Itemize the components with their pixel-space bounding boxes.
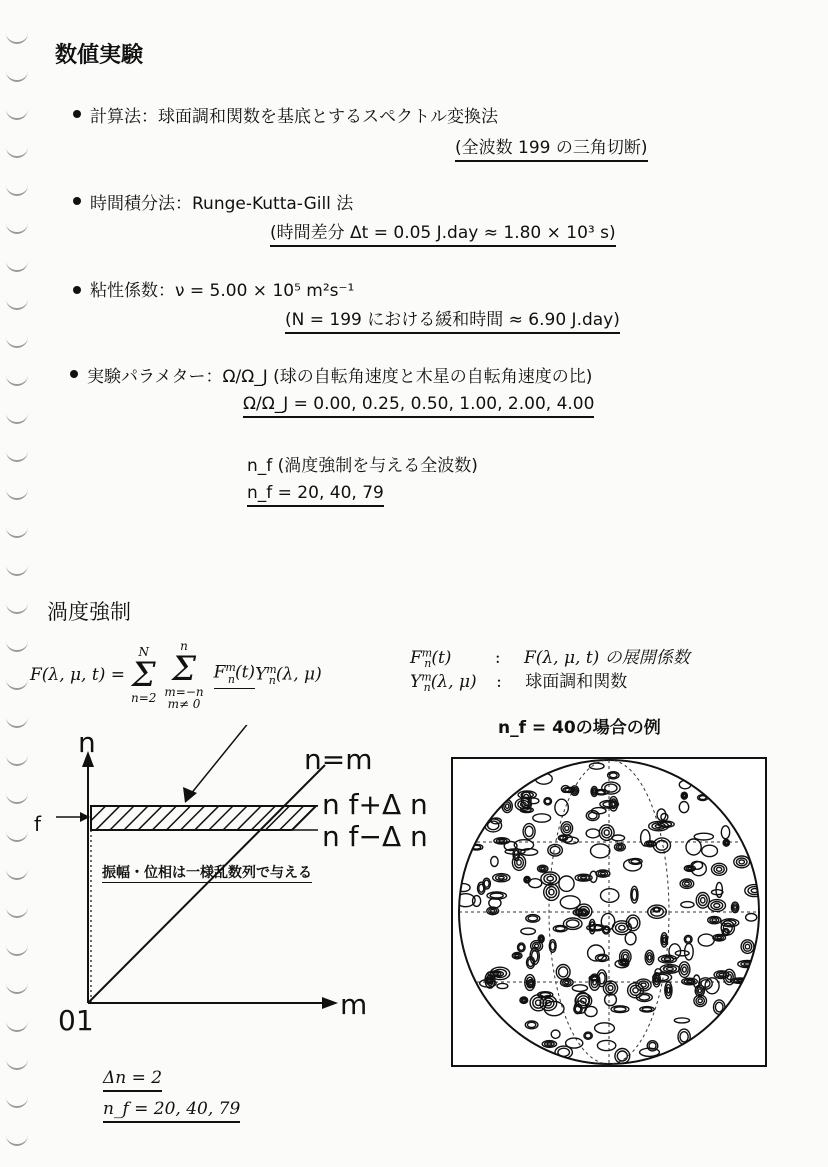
- sigma-icon: Σ: [171, 649, 197, 689]
- item-method-label: 計算法：: [90, 107, 158, 127]
- formula-basis: [255, 663, 322, 687]
- item-parameter-values: Ω/Ω_J = 0.00, 0.25, 0.50, 1.00, 2.00, 4.00: [243, 394, 594, 418]
- def2-lhs: $Y^m_n(\lambda$, μ): [410, 670, 477, 695]
- band-note: 振幅・位相は一様乱数列で与える: [102, 862, 312, 883]
- def1-colon: :: [494, 648, 501, 668]
- bullet: [73, 286, 81, 294]
- coef-arg: (t): [234, 663, 256, 684]
- nf-description: n_f (渦度強制を与える全波数): [247, 456, 478, 476]
- coef-symbol: F: [213, 663, 226, 684]
- basis-sup: m: [266, 662, 277, 676]
- item-viscosity: [90, 276, 354, 301]
- sum-n: [131, 646, 156, 704]
- basis-sub: n: [268, 674, 276, 688]
- diagonal-label: n=m: [304, 743, 373, 776]
- sum-m-bottom: m=−n: [164, 685, 204, 699]
- item-viscosity-note: (N = 199 における緩和時間 ≈ 6.90 J.day): [285, 305, 620, 334]
- formula-coefficient: [214, 661, 255, 688]
- item-viscosity-label: 粘性係数：: [90, 281, 175, 301]
- sum-m-top: n: [180, 639, 188, 653]
- item-method-text: 球面調和関数を基底とするスペクトル変換法: [158, 107, 498, 127]
- formula-lhs: F(λ, μ, t) =: [30, 665, 125, 685]
- section-title-numerical-experiment: 数値実験: [55, 43, 144, 68]
- bullet: [73, 110, 81, 118]
- basis-symbol: Y: [255, 664, 267, 685]
- vorticity-sphere-image: [451, 757, 767, 1067]
- item-time-note: (時間差分 Δt = 0.05 J.day ≈ 1.80 × 10³ s): [270, 218, 616, 247]
- forcing-formula: [30, 640, 322, 710]
- pointer-line: [190, 725, 275, 795]
- item-parameter-label: 実験パラメター：: [87, 367, 223, 387]
- item-viscosity-text: ν = 5.00 × 10⁵ m²s⁻¹: [175, 281, 355, 301]
- item-time-text: Runge-Kutta-Gill 法: [192, 194, 354, 214]
- section-title-vorticity-forcing: 渦度強制: [47, 600, 131, 624]
- sum-n-top: N: [138, 645, 149, 659]
- sum-n-bottom: n=2: [130, 691, 157, 705]
- example-caption: n_f = 40の場合の例: [498, 718, 661, 738]
- sigma-icon: Σ: [131, 655, 156, 695]
- origin-label: 01: [58, 1004, 94, 1037]
- definition-harmonic: [410, 667, 627, 694]
- def2-colon: :: [496, 672, 502, 692]
- def1-lhs: $F^m_n(t)$: [410, 646, 452, 671]
- nf-values-2: n_f = 20, 40, 79: [103, 1099, 240, 1123]
- coef-sup: m: [225, 661, 236, 675]
- nf-values: n_f = 20, 40, 79: [247, 483, 384, 507]
- axis-n-label: n: [78, 726, 96, 759]
- item-method: [90, 102, 498, 127]
- lower-label: n f−Δ n: [322, 820, 428, 853]
- item-time-integration: [90, 189, 353, 214]
- def2-rhs: 球面調和関数: [525, 672, 628, 692]
- sum-m: [164, 640, 203, 710]
- item-parameter-text: Ω/Ω_J (球の自転角速度と木星の自転角速度の比): [222, 367, 593, 387]
- delta-n: Δn = 2: [103, 1068, 162, 1092]
- basis-arg: (λ, μ): [275, 664, 322, 685]
- item-time-label: 時間積分法：: [90, 194, 192, 214]
- coef-sub: n: [227, 672, 235, 686]
- f-label: f: [34, 812, 42, 836]
- bullet: [73, 197, 81, 205]
- n-equals-m-line: [88, 765, 325, 1003]
- upper-label: n f+Δ n: [322, 788, 428, 821]
- def1-rhs: F(λ, μ, t) の展開係数: [523, 648, 690, 668]
- m-axis-arrow-icon: [322, 997, 338, 1009]
- item-parameter: [87, 362, 592, 387]
- axis-m-label: m: [340, 988, 368, 1021]
- item-method-note: (全波数 199 の三角切断): [455, 133, 648, 162]
- bullet: [70, 370, 78, 378]
- sum-m-bottom-2: m≠ 0: [167, 697, 201, 711]
- forcing-band: [91, 806, 316, 830]
